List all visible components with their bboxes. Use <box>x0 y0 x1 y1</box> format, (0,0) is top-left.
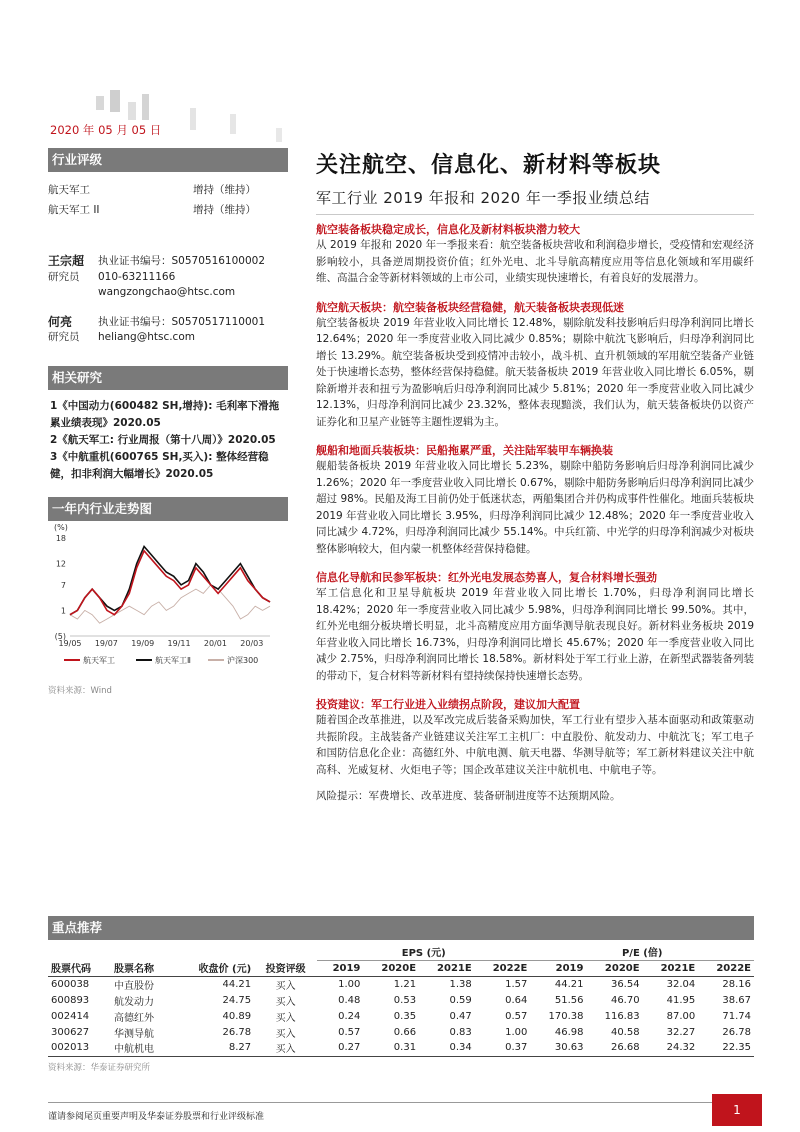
column-header: 2019 <box>530 960 586 976</box>
table-cell: 0.24 <box>338 1010 361 1022</box>
x-tick-label: 19/09 <box>131 639 155 648</box>
series-line <box>70 551 270 615</box>
analyst-card <box>48 254 288 301</box>
column-header: 股票代码 <box>48 960 111 976</box>
section-heading: 投资建议：军工行业进入业绩拐点阶段，建议加大配置 <box>316 698 580 711</box>
table-cell: 600893 <box>51 994 90 1006</box>
table-cell: 1.00 <box>505 1026 528 1038</box>
recommendation-table-section <box>48 916 754 1073</box>
eps-group-header: EPS (元) <box>317 944 530 960</box>
x-tick-label: 19/11 <box>167 639 191 648</box>
table-cell: 22.35 <box>698 1040 754 1056</box>
table-cell: 0.31 <box>363 1040 419 1056</box>
chart-section-title: 一年内行业走势图 <box>48 497 288 521</box>
table-cell: 40.58 <box>610 1026 640 1038</box>
table-cell: 1.38 <box>449 978 472 990</box>
rating-value: 增持（维持） <box>193 184 256 196</box>
table-cell: 002013 <box>48 1040 111 1056</box>
table-cell: 40.89 <box>222 1010 252 1022</box>
table-cell: 0.64 <box>505 994 528 1006</box>
table-cell: 0.66 <box>393 1026 417 1038</box>
analyst-email[interactable]: heliang@htsc.com <box>98 331 195 343</box>
rating-row <box>48 180 288 200</box>
related-list <box>48 390 288 483</box>
table-cell: 8.27 <box>174 1040 254 1056</box>
column-header: 2020E <box>363 960 419 976</box>
section-body: 航空装备板块 2019 年营业收入同比增长 12.48%，剔除航发科技影响后归母净利润同比增长 12.64%；2020 年一季度营业收入同比减少 0.85%；剔除中航沈飞影响后，归母净利润同比增长 13.29%。航空装备板块受到疫情冲击较小，战斗机、直升机领域的军用航空装备产业链处于快速增长态势，整体经营保持稳健。航天装备板块 2019 年营业收入同比增长 6.05%，剔除新增并表和扭亏为盈影响后归母净利润同比减少 5.81%；2020 年一季度营业收入同比减少 12.13%，归母净利润同比减少 23.32%，整体表现黯淡，我们认为，航天装备板块仍以资产证券化和卫星产业链等主题性逻辑为主。 <box>316 316 754 428</box>
y-tick-label: 7 <box>60 580 66 590</box>
table-cell: 300627 <box>51 1026 90 1038</box>
column-header: 2022E <box>475 960 531 976</box>
section-body: 军工信息化和卫星导航板块 2019 年营业收入同比增长 1.70%，归母净利润同比增长 18.42%；2020 年一季度营业收入同比减少 5.98%，归母净利润同比增长 99.50%。其中，红外光电细分板块增长明显，北斗高精度应用方面华测导航表现良好。新材料业务板块 2019 年营业收入同比增长 16.73%，归母净利润同比增长 45.67%；2020 年一季度营业收入同比减少 2.75%，归母净利润同比增长 18.58%。新材料处于军工行业上游，在新型武器装备列装的带动下，复合材料等新材料有望持续保持快速增长态势。 <box>316 587 754 682</box>
table-cell: 1.57 <box>505 978 528 990</box>
table-cell: 华测导航 <box>113 1028 154 1040</box>
table-cell: 买入 <box>275 996 296 1008</box>
column-header: 2021E <box>643 960 699 976</box>
table-cell: 24.75 <box>222 994 252 1006</box>
column-header: 股票名称 <box>111 960 174 976</box>
legend-label: 沪深300 <box>227 656 259 665</box>
table-cell: 46.98 <box>554 1026 584 1038</box>
table-cell: 46.70 <box>610 994 640 1006</box>
analyst-phone: 010-63211166 <box>98 270 176 283</box>
table-cell: 44.21 <box>554 978 584 990</box>
table-cell: 0.83 <box>449 1026 472 1038</box>
y-axis-label: (%) <box>54 523 68 532</box>
table-source: 资料来源：华泰证券研究所 <box>48 1062 151 1073</box>
table-cell: 买入 <box>254 1040 317 1056</box>
table-section-title: 重点推荐 <box>48 916 754 940</box>
y-tick-label: (5) <box>54 632 66 641</box>
table-cell: 0.48 <box>338 994 361 1006</box>
legend-label: 航天军工Ⅱ <box>155 656 191 665</box>
rating-industry: 航天军工 <box>48 184 90 196</box>
related-link[interactable]: 2《航天军工: 行业周报（第十八周）》2020.05 <box>50 433 276 446</box>
analyst-license: 执业证书编号：S0570517110001 <box>98 315 266 328</box>
table-cell: 51.56 <box>554 994 584 1006</box>
y-tick-label: 18 <box>55 534 66 543</box>
column-header: 投资评级 <box>254 960 317 976</box>
table-cell: 002414 <box>51 1010 90 1022</box>
table-cell: 买入 <box>275 1012 296 1024</box>
table-cell: 0.34 <box>419 1040 475 1056</box>
analyst-name: 何亮 <box>48 314 73 329</box>
table-cell: 116.83 <box>604 1010 640 1022</box>
table-cell: 买入 <box>275 980 296 992</box>
x-tick-label: 19/05 <box>58 639 82 648</box>
table-row <box>48 992 754 1008</box>
report-date: 2020 年 05 月 05 日 <box>50 123 162 137</box>
y-tick-label: 12 <box>55 559 66 569</box>
section-body: 舰船装备板块 2019 年营业收入同比增长 5.23%，剔除中船防务影响后归母净利润同比减少 1.26%；2020 年一季度营业收入同比增长 0.67%，剔除中船防务影响后归母净利润同比减少超过 98%。民船及海工目前仍处于低迷状态，两船集团合并仍构成事件性催化。地面兵装板块 2019 年营业收入同比增长 3.95%，归母净利润同比减少 12.48%；2020 年一季度营业收入同比减少 4.72%，归母净利润同比减少 55.14%。中兵红箭、中光学的归母净利润减少对板块整体影响较大，但内蒙一机整体经营保持稳健。 <box>316 460 754 555</box>
table-cell: 28.16 <box>722 978 751 990</box>
section-body: 从 2019 年报和 2020 年一季报来看：航空装备板块营收和利润稳步增长，受疫情和宏观经济影响较小，具备逆周期投资价值；红外光电、北斗导航高精度应用等信息化领域和军用碳纤维、高温合金等新材料领域的上市公司，业绩实现快速增长，有着良好的发展潜力。 <box>316 239 754 284</box>
main-content <box>316 148 754 803</box>
table-cell: 26.78 <box>222 1026 252 1038</box>
rating-section-title: 行业评级 <box>48 148 288 172</box>
page-number: 1 <box>712 1094 762 1126</box>
table-cell: 航发动力 <box>113 996 154 1008</box>
table-row <box>48 976 754 992</box>
x-tick-label: 19/07 <box>94 639 118 648</box>
table-cell: 高德红外 <box>113 1012 154 1024</box>
related-link[interactable]: 1《中国动力(600482 SH,增持): 毛利率下滑拖累业绩表现》2020.05 <box>50 399 280 429</box>
table-cell: 26.68 <box>586 1040 642 1056</box>
table-cell: 600038 <box>51 978 90 990</box>
table-cell: 1.21 <box>393 978 417 990</box>
table-cell: 170.38 <box>548 1010 584 1022</box>
table-cell: 87.00 <box>666 1010 696 1022</box>
table-cell: 中航机电 <box>111 1040 174 1056</box>
risk-warning: 风险提示：军费增长、改革进度、装备研制进度等不达预期风险。 <box>316 790 621 802</box>
y-tick-label: 1 <box>60 606 66 616</box>
table-cell: 0.57 <box>338 1026 361 1038</box>
related-link[interactable]: 3《中航重机(600765 SH,买入): 整体经营稳健，扣非利润大幅增长》2020.05 <box>50 450 269 480</box>
table-cell: 36.54 <box>610 978 640 990</box>
section-heading: 舰船和地面兵装板块：民船拖累严重，关注陆军装甲车辆换装 <box>316 444 613 457</box>
table-cell: 71.74 <box>722 1010 751 1022</box>
related-section-title: 相关研究 <box>48 366 288 390</box>
x-tick-label: 20/03 <box>240 639 264 648</box>
table-cell: 买入 <box>275 1028 296 1040</box>
decorative-bars-graphic <box>80 88 300 148</box>
pe-group-header: P/E (倍) <box>530 944 754 960</box>
table-cell: 32.27 <box>666 1026 696 1038</box>
table-cell: 26.78 <box>722 1026 751 1038</box>
table-row <box>48 1008 754 1024</box>
column-header: 2021E <box>419 960 475 976</box>
rating-industry: 航天军工 II <box>48 204 100 216</box>
rating-value: 增持（维持） <box>193 204 256 216</box>
page-subtitle: 军工行业 2019 年报和 2020 年一季报业绩总结 <box>316 187 754 215</box>
analyst-license: 执业证书编号：S0570516100002 <box>98 255 266 267</box>
table-cell: 0.35 <box>393 1010 417 1022</box>
table-row <box>48 1040 754 1056</box>
analyst-email[interactable]: wangzongchao@htsc.com <box>98 286 236 298</box>
table-cell: 30.63 <box>530 1040 586 1056</box>
analyst-role: 研究员 <box>48 270 80 283</box>
analyst-card <box>48 315 288 346</box>
section-heading: 航空航天板块：航空装备板块经营稳健，航天装备板块表现低迷 <box>316 300 624 314</box>
table-cell: 44.21 <box>222 978 252 990</box>
recommendation-table <box>48 944 754 1057</box>
sidebar <box>48 148 288 521</box>
page-title: 关注航空、信息化、新材料等板块 <box>316 152 662 178</box>
table-cell: 0.53 <box>393 994 417 1006</box>
table-cell: 0.59 <box>449 994 472 1006</box>
chart-source: 资料来源：Wind <box>48 686 112 696</box>
footer-disclaimer: 谨请参阅尾页重要声明及华泰证券股票和行业评级标准 <box>48 1102 754 1122</box>
table-cell: 0.57 <box>505 1010 528 1022</box>
series-line <box>70 547 270 615</box>
table-cell: 1.00 <box>338 978 361 990</box>
analyst-role: 研究员 <box>48 331 80 343</box>
table-cell: 中直股份 <box>113 980 154 992</box>
column-header: 2020E <box>586 960 642 976</box>
column-header: 收盘价 (元) <box>174 960 254 976</box>
table-cell: 24.32 <box>643 1040 699 1056</box>
column-header: 2019 <box>317 960 363 976</box>
industry-trend-chart <box>48 512 288 692</box>
column-header: 2022E <box>698 960 754 976</box>
table-cell: 0.37 <box>475 1040 531 1056</box>
series-line <box>70 585 270 623</box>
x-tick-label: 20/01 <box>203 639 227 648</box>
section-heading: 信息化导航和民参军板块：红外光电发展态势喜人，复合材料增长强劲 <box>316 571 657 584</box>
table-cell: 38.67 <box>722 994 751 1006</box>
legend-label: 航天军工 <box>83 656 115 665</box>
table-row <box>48 1024 754 1040</box>
analyst-name: 王宗超 <box>48 254 85 268</box>
rating-row <box>48 200 288 220</box>
table-cell: 0.27 <box>317 1040 363 1056</box>
table-cell: 41.95 <box>666 994 696 1006</box>
section-heading: 航空装备板块稳定成长，信息化及新材料板块潜力较大 <box>316 223 580 236</box>
table-cell: 0.47 <box>449 1010 472 1022</box>
section-body: 随着国企改革推进，以及军改完成后装备采购加快，军工行业有望步入基本面驱动和政策驱动共振阶段。主战装备产业链建议关注军工主机厂：中直股份、航发动力、中航沈飞；军工电子和国防信息化企业：高德红外、中航电测、航天电器、华测导航等；军工新材料建议关注中航高科、光威复材、火炬电子等；国企改革建议关注中航机电、中航电子等。 <box>316 714 754 776</box>
table-cell: 32.04 <box>666 978 696 990</box>
